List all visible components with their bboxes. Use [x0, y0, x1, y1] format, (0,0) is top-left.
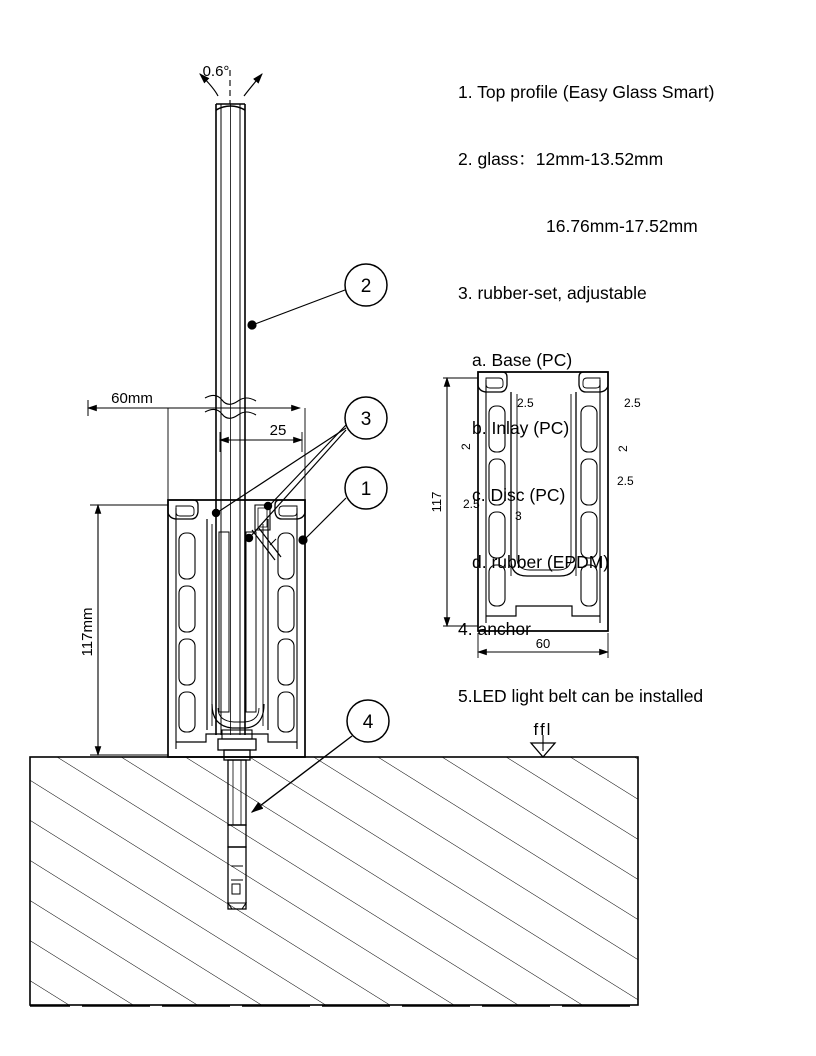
rubber-set-assembly: [207, 505, 281, 739]
dimension-25-label: 25: [269, 422, 287, 439]
legend-item: 16.76mm-17.52mm: [546, 216, 698, 237]
concrete-slab: [30, 757, 638, 1006]
dimension-60mm: [88, 400, 305, 500]
section-base-thickness: 3: [515, 509, 522, 523]
legend-item: 3. rubber-set, adjustable: [458, 283, 647, 304]
callout-3-label: 3: [360, 409, 372, 430]
section-thickness-top-right: 2.5: [624, 396, 641, 410]
legend-item: 2. glass：12mm-13.52mm: [458, 148, 664, 169]
legend-item: 4. anchor: [458, 619, 531, 640]
section-wall-left-lower: 2.5: [463, 497, 480, 511]
dimension-60mm-label: 60mm: [111, 390, 153, 407]
ffl-label: ffl: [533, 720, 553, 739]
callout-4-label: 4: [362, 712, 374, 733]
callout-1: [298, 467, 387, 545]
legend-item: a. Base (PC): [472, 350, 573, 371]
glass-panel: [216, 104, 245, 735]
legend-item: c. Disc (PC): [472, 484, 566, 505]
section-wall-right-lower: 2.5: [617, 474, 634, 488]
dimension-117mm-label: 117mm: [79, 607, 96, 657]
section-wall-right: 2: [616, 445, 630, 452]
callout-2-label: 2: [360, 276, 372, 297]
legend-item: b. Inlay (PC): [472, 417, 570, 438]
dimension-117mm: [90, 505, 168, 755]
legend-list: [458, 36, 808, 753]
legend-item: 5.LED light belt can be installed: [458, 686, 704, 707]
base-profile-section: [168, 500, 305, 757]
legend-item: 1. Top profile (Easy Glass Smart): [458, 81, 715, 102]
angle-label: 0.6°: [202, 63, 230, 80]
section-wall-left: 2: [459, 443, 473, 450]
section-dimension-60-label: 60: [535, 636, 551, 651]
section-thickness-top-left: 2.5: [517, 396, 534, 410]
dimension-25: [220, 432, 302, 452]
callout-2: [247, 264, 387, 330]
section-dimension-117-label: 117: [429, 491, 444, 513]
callout-1-label: 1: [360, 479, 372, 500]
legend-item: d. rubber (EPDM): [472, 551, 610, 572]
